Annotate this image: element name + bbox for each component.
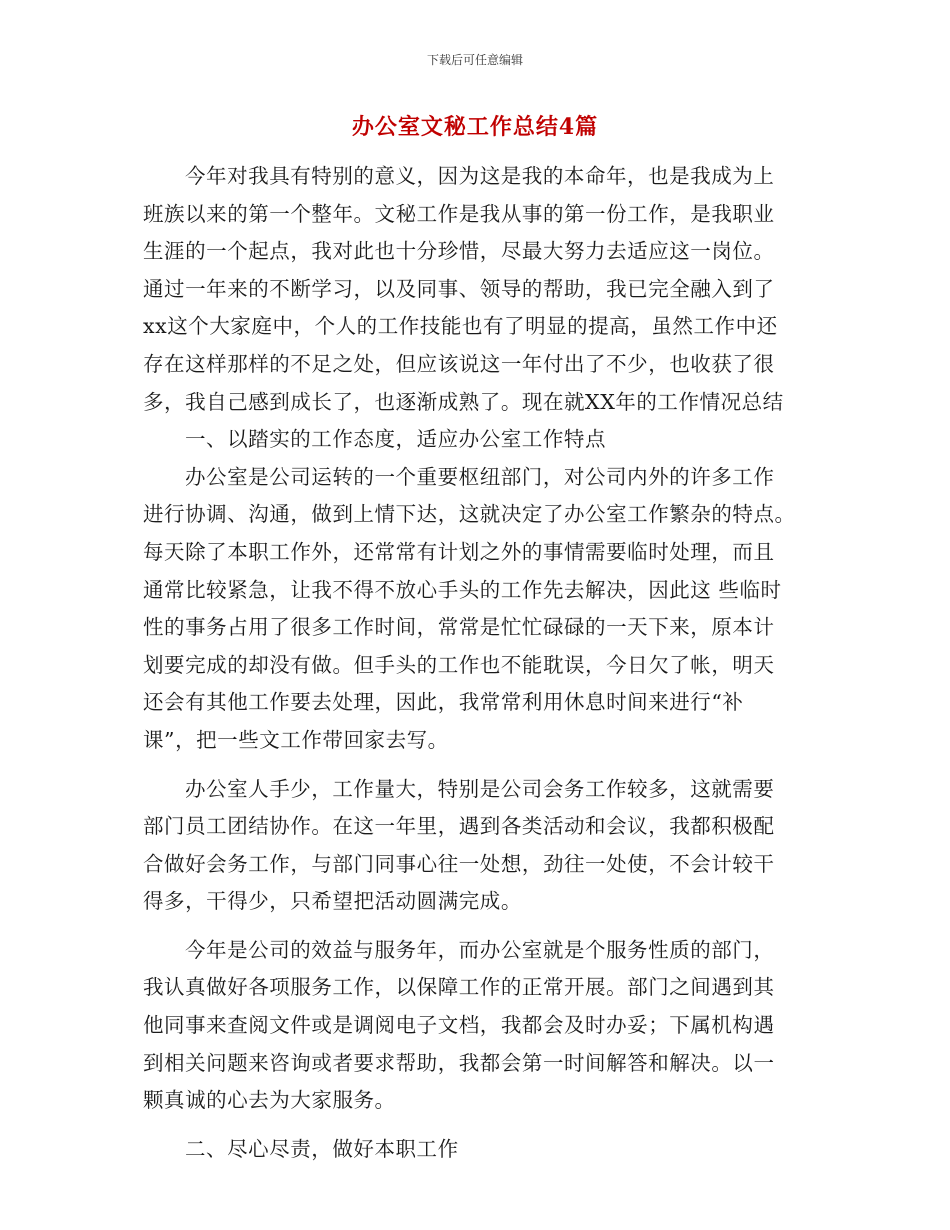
body-line: 今年是公司的效益与服务年，而办公室就是个服务性质的部门， — [185, 937, 775, 962]
body-line: 我认真做好各项服务工作，以保障工作的正常开展。部门之间遇到其 — [143, 975, 775, 1000]
document-title: 办公室文秘工作总结4篇 — [351, 114, 599, 140]
body-line: 到相关问题来咨询或者要求帮助，我都会第一时间解答和解决。以一 — [143, 1050, 775, 1075]
body-line: 得多，干得少，只希望把活动圆满完成。 — [143, 889, 522, 914]
body-line: 多，我自己感到成长了，也逐渐成熟了。现在就XX年的工作情况总结 — [143, 389, 784, 414]
section-heading: 一、以踏实的工作态度，适应办公室工作特点 — [185, 427, 606, 452]
body-line: 部门员工团结协作。在这一年里，遇到各类活动和会议，我都积极配 — [143, 814, 775, 839]
document-body — [143, 158, 807, 1168]
body-line: xx这个大家庭中，个人的工作技能也有了明显的提高，虽然工作中还 — [143, 314, 778, 339]
body-line: 进行协调、沟通，做到上情下达，这就决定了办公室工作繁杂的特点。 — [143, 502, 796, 527]
body-line: 生涯的一个起点，我对此也十分珍惜，尽最大努力去适应这一岗位。 — [143, 239, 775, 264]
body-line: 还会有其他工作要去处理，因此，我常常利用休息时间来进行“补 — [143, 690, 744, 715]
body-line: 通过一年来的不断学习，以及同事、领导的帮助，我已完全融入到了 — [143, 276, 775, 301]
section-heading: 二、尽心尽责，做好本职工作 — [185, 1136, 459, 1161]
body-line: 今年对我具有特别的意义，因为这是我的本命年，也是我成为上 — [185, 164, 775, 188]
body-line: 每天除了本职工作外，还常常有计划之外的事情需要临时处理，而且 — [143, 539, 775, 564]
body-line: 课”，把一些文工作带回家去写。 — [143, 727, 449, 752]
body-line: 班族以来的第一个整年。文秘工作是我从事的第一份工作，是我职业 — [143, 201, 775, 226]
body-line: 通常比较紧急，让我不得不放心手头的工作先去解决，因此这 些临时 — [143, 577, 782, 602]
body-line: 办公室人手少，工作量大，特别是公司会务工作较多，这就需要 — [185, 776, 775, 801]
body-line: 他同事来查阅文件或是调阅电子文档，我都会及时办妥；下属机构遇 — [143, 1013, 775, 1038]
body-line: 性的事务占用了很多工作时间，常常是忙忙碌碌的一天下来，原本计 — [143, 615, 775, 640]
body-line: 合做好会务工作，与部门同事心往一处想，劲往一处使，不会计较干 — [143, 851, 775, 876]
header-note: 下载后可任意编辑 — [426, 53, 523, 67]
body-line: 办公室是公司运转的一个重要枢纽部门，对公司内外的许多工作 — [185, 464, 775, 489]
body-line: 划要完成的却没有做。但手头的工作也不能耽误，今日欠了帐，明天 — [143, 652, 775, 677]
body-line: 颗真诚的心去为大家服务。 — [143, 1088, 396, 1113]
body-line: 存在这样那样的不足之处，但应该说这一年付出了不少，也收获了很 — [143, 351, 775, 376]
